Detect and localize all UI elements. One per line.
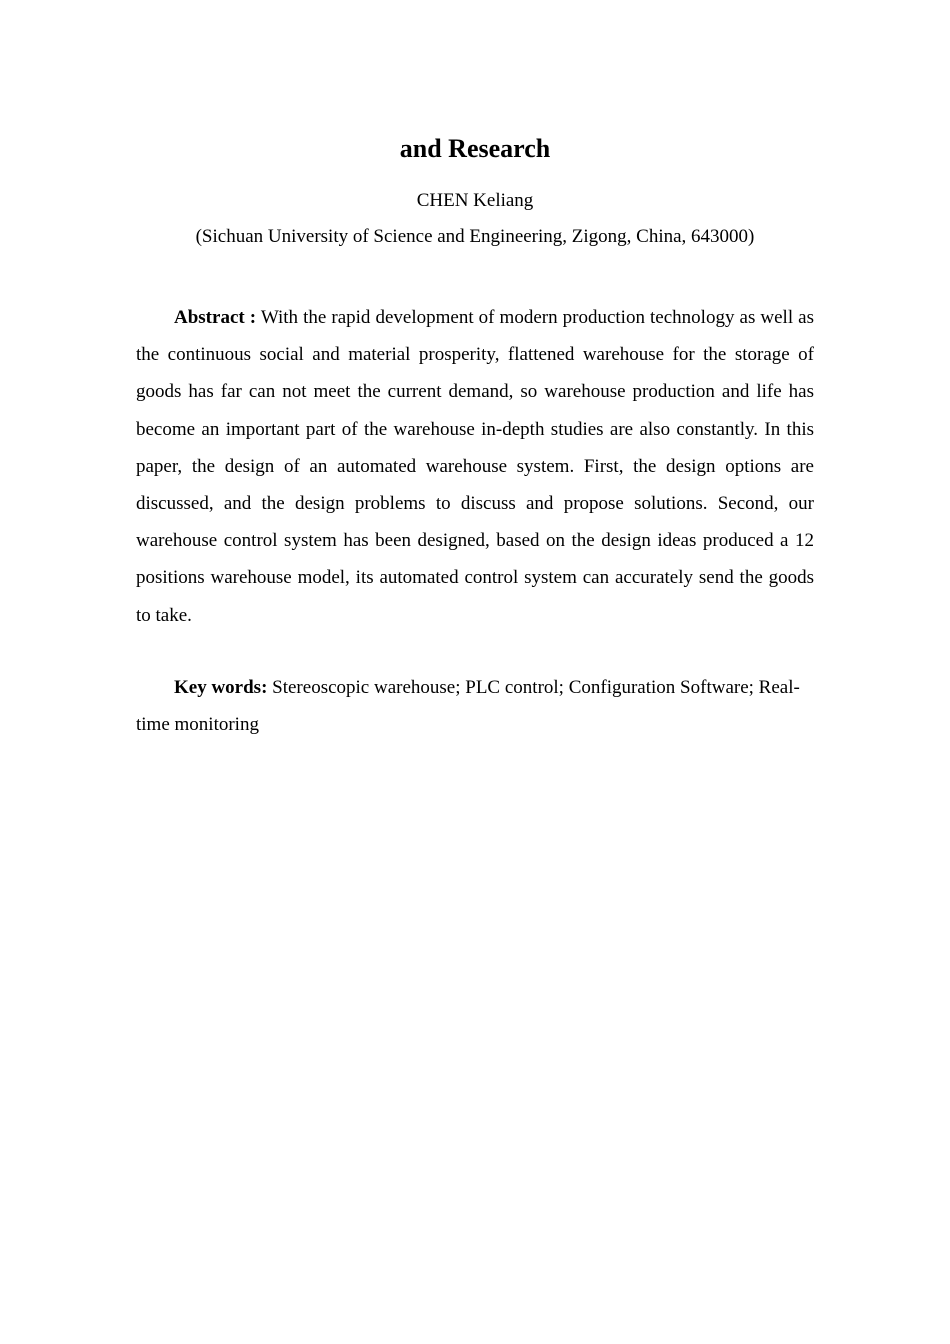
abstract-paragraph <box>136 299 814 634</box>
author-name: CHEN Keliang <box>416 190 534 211</box>
keywords-text: Stereoscopic warehouse; PLC control; Configuration Software; Real-time monitoring <box>136 677 800 736</box>
abstract-label: Abstract : <box>174 307 257 328</box>
keywords-label: Key words: <box>174 677 268 698</box>
abstract-text: With the rapid development of modern production technology as well as the continuous social and material prosperity, flattened warehouse for the storage of goods has far can not meet the current demand, so warehouse production and life has become an important part of the warehouse in-depth studies are also constantly. In this paper, the design of an automated warehouse system. First, the design options are discussed, and the design problems to discuss and propose solutions. Second, our warehouse control system has been designed, based on the design ideas produced a 12 positions warehouse model, its automated control system can accurately send the goods to take. <box>136 307 814 626</box>
paper-title: and Research <box>399 134 551 163</box>
author-affiliation: (Sichuan University of Science and Engineering, Zigong, China, 643000) <box>195 226 755 247</box>
keywords-paragraph <box>136 669 814 743</box>
